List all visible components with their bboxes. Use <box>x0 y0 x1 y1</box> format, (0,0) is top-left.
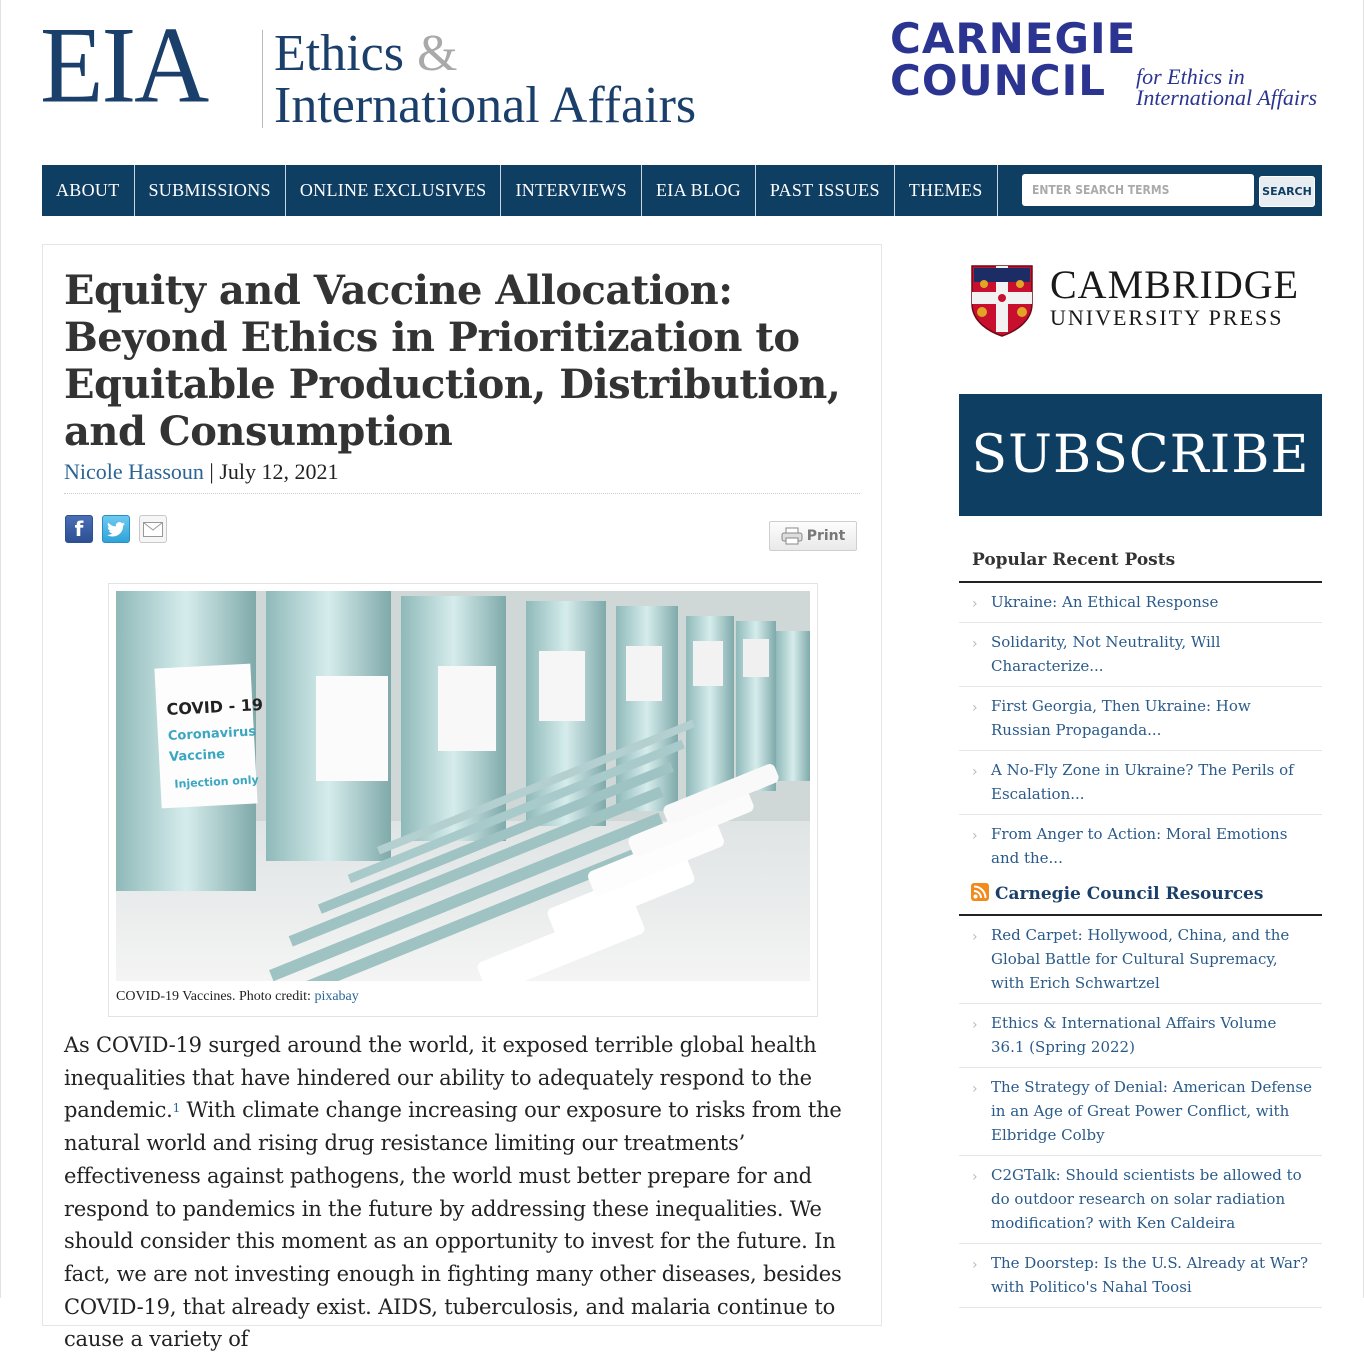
resource-item[interactable] <box>959 1244 1322 1308</box>
popular-post-link[interactable]: Solidarity, Not Neutrality, Will Characterize... <box>991 633 1221 675</box>
subscribe-banner[interactable]: SUBSCRIBE <box>959 394 1322 516</box>
chevron-right-icon: › <box>972 1257 978 1273</box>
article-card <box>42 244 882 1352</box>
nav-submissions[interactable]: SUBMISSIONS <box>135 165 286 216</box>
cc-logo-line1: CARNEGIE <box>890 14 1137 63</box>
resource-item[interactable] <box>959 1156 1322 1244</box>
printer-icon <box>781 527 803 545</box>
cc-tagline-2: International Affairs <box>1136 85 1318 110</box>
resources-list <box>959 916 1322 1308</box>
chevron-right-icon: › <box>972 636 978 652</box>
cc-logo-line2: COUNCIL <box>890 56 1106 105</box>
resource-link[interactable]: The Strategy of Denial: American Defense in an Age of Great Power Conflict, with Elbridge Colby <box>991 1078 1312 1144</box>
logo-divider <box>262 30 263 128</box>
footnote-link[interactable]: 1 <box>172 1101 181 1116</box>
byline-separator: | <box>209 459 214 484</box>
resource-item[interactable] <box>959 1004 1322 1068</box>
facebook-share-icon[interactable]: f <box>65 515 93 543</box>
nav-interviews[interactable]: INTERVIEWS <box>501 165 642 216</box>
eia-logo-line2[interactable]: International Affairs <box>274 77 697 134</box>
carnegie-council-logo[interactable] <box>890 14 1318 110</box>
photo-label-covid: COVID - 19 <box>166 694 264 720</box>
figure-caption <box>116 989 359 1005</box>
cup-name-line1: CAMBRIDGE <box>1050 262 1300 307</box>
popular-posts-list <box>959 583 1322 878</box>
search-button[interactable]: SEARCH <box>1259 176 1315 207</box>
photo-label-vaccine: Vaccine <box>168 747 226 765</box>
twitter-share-icon[interactable] <box>102 515 130 543</box>
author-link[interactable]: Nicole Hassoun <box>64 459 204 484</box>
cc-logo-tagline <box>1136 66 1317 108</box>
popular-post-item[interactable] <box>959 623 1322 687</box>
body-part1: As COVID-19 surged around the world, it exposed terrible global health inequalities that have hindered our ability to adequately respond to the pandemic. <box>64 1033 817 1123</box>
print-button[interactable] <box>769 521 857 551</box>
resource-item[interactable] <box>959 916 1322 1004</box>
resource-link[interactable]: C2GTalk: Should scientists be allowed to do outdoor research on solar radiation modification? with Ken Caldeira <box>991 1166 1302 1232</box>
print-label: Print <box>806 528 846 544</box>
search-input[interactable] <box>1022 174 1254 206</box>
chevron-right-icon: › <box>972 1081 978 1097</box>
rss-icon[interactable] <box>971 883 989 901</box>
resource-link[interactable]: The Doorstep: Is the U.S. Already at War? with Politico's Nahal Toosi <box>991 1254 1309 1296</box>
chevron-right-icon: › <box>972 596 978 612</box>
popular-post-item[interactable] <box>959 751 1322 815</box>
site-header <box>0 0 1364 160</box>
popular-post-item[interactable] <box>959 815 1322 878</box>
nav-online-exclusives[interactable]: ONLINE EXCLUSIVES <box>286 165 502 216</box>
popular-post-item[interactable] <box>959 583 1322 623</box>
main-nav <box>42 165 1322 216</box>
cup-name-line2: UNIVERSITY PRESS <box>1050 305 1284 330</box>
popular-post-link[interactable]: From Anger to Action: Moral Emotions and the... <box>991 825 1288 867</box>
resources-title[interactable]: Carnegie Council Resources <box>995 884 1264 904</box>
email-share-icon[interactable] <box>139 515 167 543</box>
cc-tagline-1: for Ethics in <box>1136 64 1245 89</box>
vaccine-photo <box>116 591 810 981</box>
byline-divider <box>64 493 860 494</box>
publish-date: July 12, 2021 <box>219 459 339 484</box>
chevron-right-icon: › <box>972 764 978 780</box>
chevron-right-icon: › <box>972 828 978 844</box>
chevron-right-icon: › <box>972 929 978 945</box>
photo-credit-link[interactable]: pixabay <box>314 989 359 1004</box>
byline <box>64 459 339 485</box>
photo-label-injection: Injection only <box>174 773 259 791</box>
nav-past-issues[interactable]: PAST ISSUES <box>756 165 895 216</box>
resource-link[interactable]: Ethics & International Affairs Volume 36.1 (Spring 2022) <box>991 1014 1277 1056</box>
resource-link[interactable]: Red Carpet: Hollywood, China, and the Global Battle for Cultural Supremacy, with Erich Schwartzel <box>991 926 1290 992</box>
chevron-right-icon: › <box>972 700 978 716</box>
popular-post-link[interactable]: First Georgia, Then Ukraine: How Russian Propaganda... <box>991 697 1251 739</box>
eia-logo-line1[interactable] <box>274 26 457 82</box>
article-title: Equity and Vaccine Allocation: Beyond Ethics in Prioritization to Equitable Production, Distribution, and Consumption <box>64 267 841 455</box>
caption-text: COVID-19 Vaccines. Photo credit: <box>116 989 315 1004</box>
photo-label-coronavirus: Coronavirus <box>167 724 257 744</box>
nav-about[interactable]: ABOUT <box>42 165 135 216</box>
eia-logo-mark[interactable]: EIA <box>40 5 208 126</box>
article-body <box>64 1029 864 1356</box>
popular-post-item[interactable] <box>959 687 1322 751</box>
article-figure <box>108 583 818 1017</box>
resource-item[interactable] <box>959 1068 1322 1156</box>
nav-themes[interactable]: THEMES <box>895 165 998 216</box>
popular-posts-title: Popular Recent Posts <box>972 550 1176 570</box>
nav-eia-blog[interactable]: EIA BLOG <box>642 165 756 216</box>
eia-word-ethics: Ethics <box>274 25 404 82</box>
popular-post-link[interactable]: A No-Fly Zone in Ukraine? The Perils of Escalation... <box>991 761 1294 803</box>
cambridge-university-press-logo[interactable] <box>970 264 1315 340</box>
chevron-right-icon: › <box>972 1017 978 1033</box>
eia-ampersand: & <box>416 25 458 82</box>
chevron-right-icon: › <box>972 1169 978 1185</box>
popular-post-link[interactable]: Ukraine: An Ethical Response <box>991 593 1219 611</box>
cambridge-shield-icon <box>970 264 1034 338</box>
body-part2: With climate change increasing our exposure to risks from the natural world and rising drug resistance limiting our treatments’ effectiveness against pathogens, the world must better prepare for and respond to pandemics in the future by addressing these inequalities. We should consider this moment as an opportunity to invest for the future. In fact, we are not investing enough in fighting many other diseases, besides COVID-19, that already exist. AIDS, tuberculosis, and malaria continue to cause a variety of <box>64 1098 842 1352</box>
